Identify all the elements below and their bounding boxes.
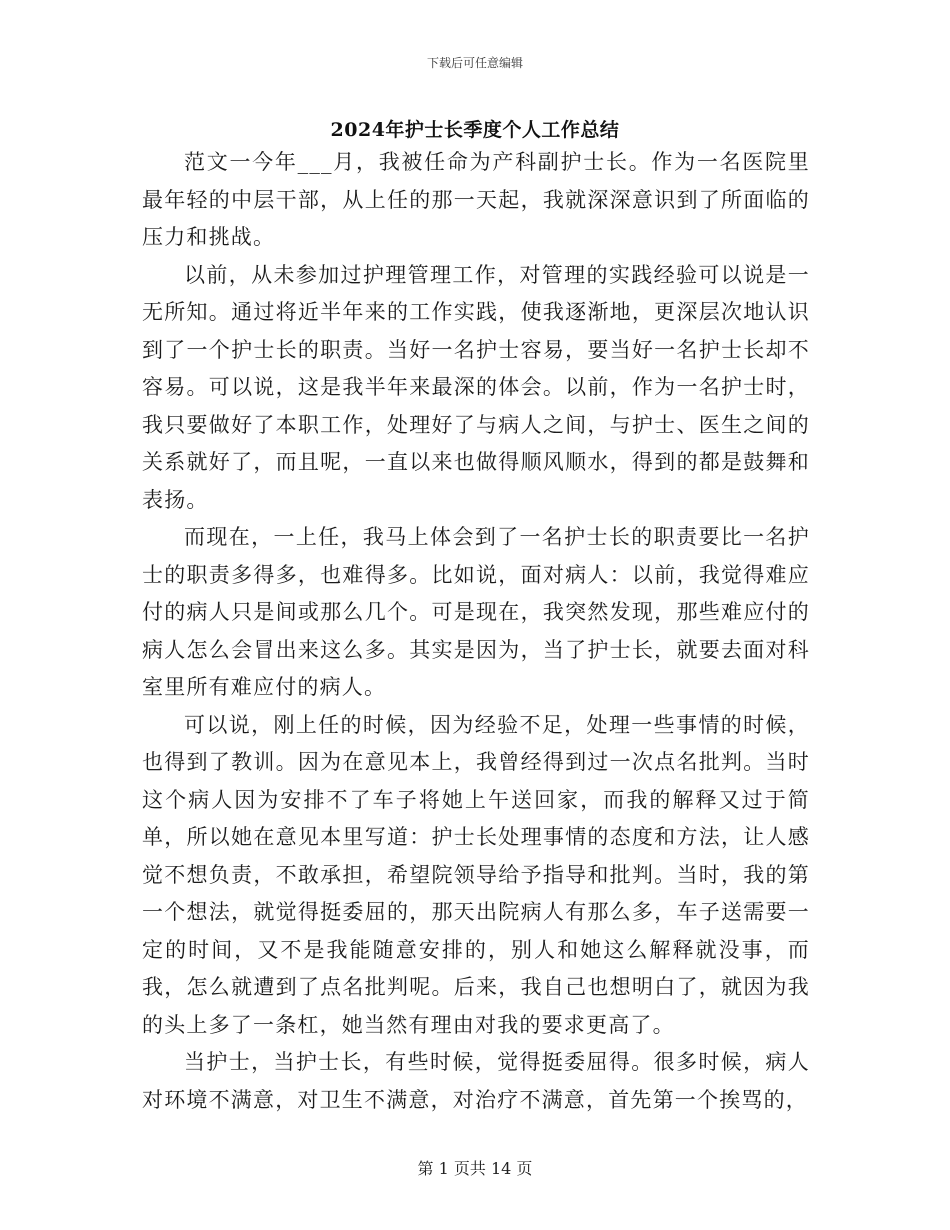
paragraph: 范文一今年___月，我被任命为产科副护士长。作为一名医院里最年轻的中层干部，从上任的那一天起，我就深深意识到了所面临的压力和挑战。 (142, 150, 810, 249)
paragraph: 而现在，一上任，我马上体会到了一名护士长的职责要比一名护士的职责多得多，也难得多。比如说，面对病人：以前，我觉得难应付的病人只是间或那么几个。可是现在，我突然发现，那些难应付的病人怎么会冒出来这么多。其实是因为，当了护士长，就要去面对科室里所有难应付的病人。 (142, 525, 810, 699)
document-body (142, 144, 810, 1119)
paragraph: 可以说，刚上任的时候，因为经验不足，处理一些事情的时候，也得到了教训。因为在意见本上，我曾经得到过一次点名批判。当时这个病人因为安排不了车子将她上午送回家，而我的解释又过于简单，所以她在意见本里写道：护士长处理事情的态度和方法，让人感觉不想负责，不敢承担，希望院领导给予指导和批判。当时，我的第一个想法，就觉得挺委屈的，那天出院病人有那么多，车子送需要一定的时间，又不是我能随意安排的，别人和她这么解释就没事，而我，怎么就遭到了点名批判呢。后来，我自己也想明白了，就因为我的头上多了一条杠，她当然有理由对我的要求更高了。 (142, 712, 810, 1037)
document-title: 2024年护士长季度个人工作总结 (330, 119, 620, 141)
page-number: 第 1 页共 14 页 (417, 1159, 533, 1178)
header-note: 下载后可任意编辑 (426, 56, 523, 70)
paragraph: 以前，从未参加过护理管理工作，对管理的实践经验可以说是一无所知。通过将近半年来的工作实践，使我逐渐地，更深层次地认识到了一个护士长的职责。当好一名护士容易，要当好一名护士长却不容易。可以说，这是我半年来最深的体会。以前，作为一名护士时，我只要做好了本职工作，处理好了与病人之间，与护士、医生之间的关系就好了，而且呢，一直以来也做得顺风顺水，得到的都是鼓舞和表扬。 (142, 262, 810, 512)
paragraph: 当护士，当护士长，有些时候，觉得挺委屈得。很多时候，病人对环境不满意，对卫生不满意，对治疗不满意，首先第一个挨骂的， (142, 1050, 810, 1112)
